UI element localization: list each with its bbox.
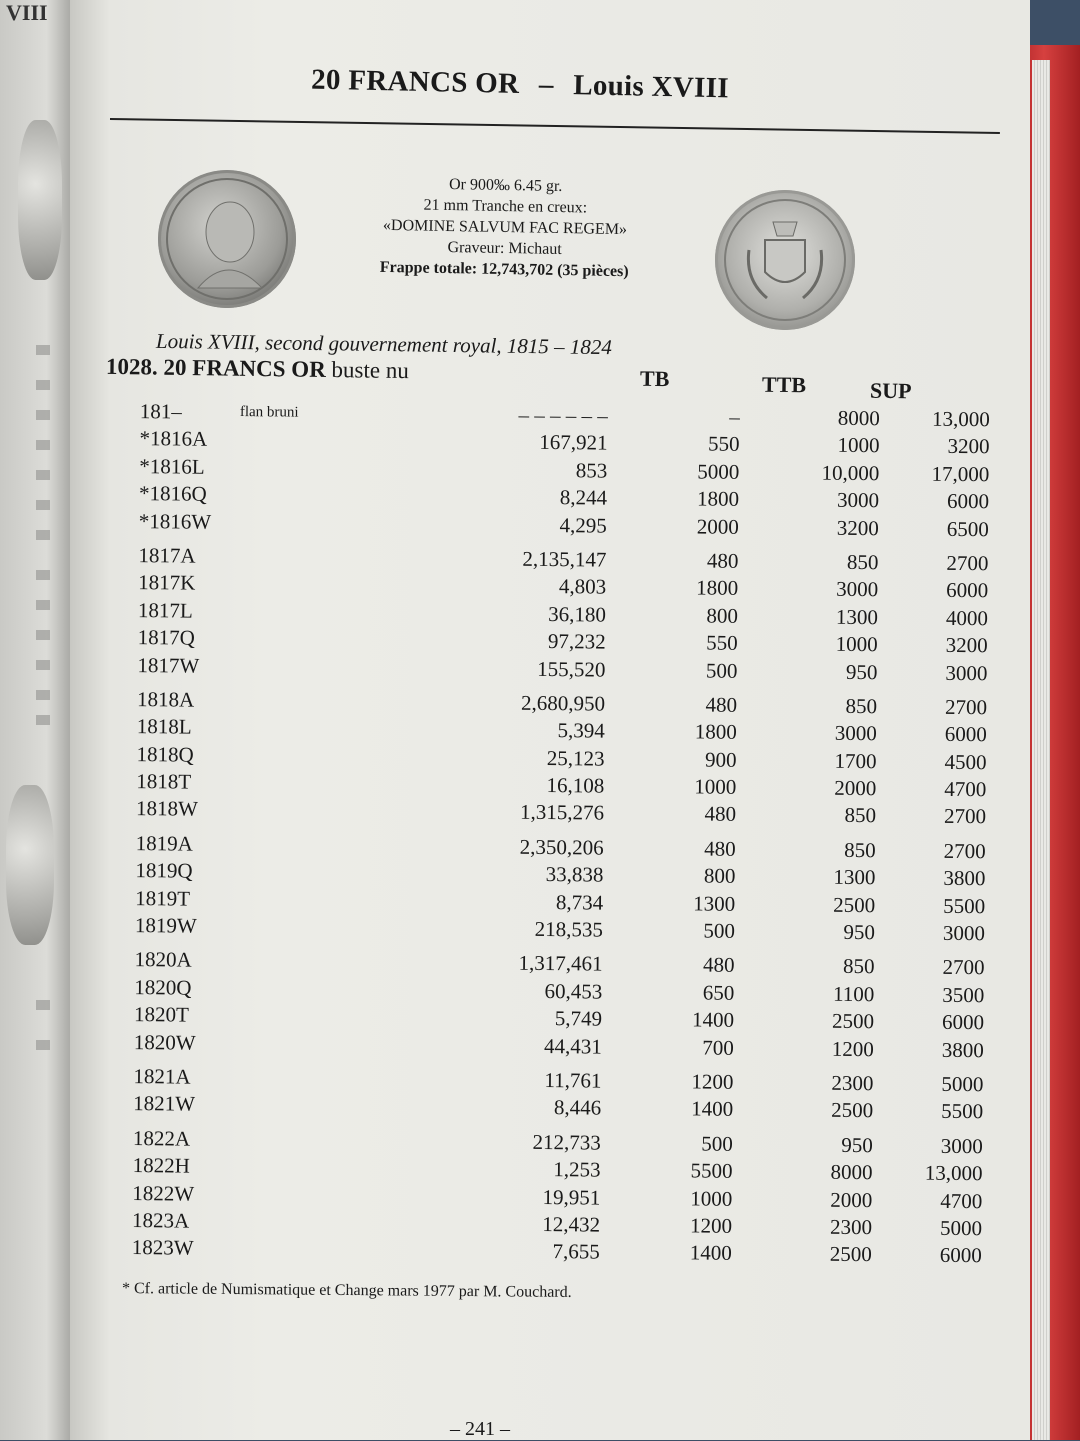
cell-tb: 1800 xyxy=(696,486,740,512)
cell-tb: 2000 xyxy=(696,514,739,539)
cell-ttb: 1000 xyxy=(835,631,878,657)
cell-ttb: 950 xyxy=(845,659,878,684)
cell-ttb: 3200 xyxy=(836,515,879,540)
cell-sup: 3500 xyxy=(942,982,985,1008)
column-header-ttb: TTB xyxy=(761,371,807,398)
cell-sup: 3200 xyxy=(945,632,988,658)
cell-tb: 800 xyxy=(703,863,736,889)
facing-page-mark xyxy=(36,440,50,450)
cell-ttb: 2300 xyxy=(829,1214,873,1240)
cell-ttb: 2000 xyxy=(834,775,877,801)
cell-sup: 4000 xyxy=(945,605,989,630)
cell-ttb: 1700 xyxy=(834,748,877,773)
cell-year: 1817L xyxy=(137,597,193,623)
facing-page-mark xyxy=(36,470,50,480)
column-header-tb: TB xyxy=(639,365,670,392)
cell-tb: 1000 xyxy=(694,774,737,799)
facing-page-mark xyxy=(36,570,50,580)
page-edges xyxy=(1032,60,1050,1440)
cell-ttb: 950 xyxy=(843,919,876,945)
cell-tb: 550 xyxy=(707,431,740,457)
cell-tb: 5000 xyxy=(697,459,740,484)
entry-name: 20 FRANCS OR xyxy=(163,354,326,382)
cell-sup: 3000 xyxy=(942,920,986,946)
cell-mintage: 8,244 xyxy=(559,485,608,510)
cell-sup: 2700 xyxy=(944,694,988,720)
cell-mintage: 33,838 xyxy=(545,862,604,887)
cell-year: *1816Q xyxy=(138,481,207,506)
cell-year: 1820Q xyxy=(134,974,192,1000)
cell-year: 1819A xyxy=(135,830,194,856)
cell-year: 1818W xyxy=(135,796,198,822)
cell-sup: 4700 xyxy=(944,776,987,802)
footnote: * Cf. article de Numismatique et Change mars 1977 par M. Couchard. xyxy=(121,1280,572,1301)
facing-page-coin-image xyxy=(18,120,62,280)
cell-sup: 2700 xyxy=(943,804,987,829)
cell-mintage: 44,431 xyxy=(543,1033,602,1059)
spec-engraver: Graveur: Michaut xyxy=(447,239,562,258)
cell-ttb: 3000 xyxy=(834,721,877,746)
cell-year: 1817Q xyxy=(137,625,195,650)
cell-mintage: 8,734 xyxy=(555,889,604,915)
facing-page-coin-image xyxy=(6,785,54,945)
cell-sup: 5000 xyxy=(941,1071,984,1097)
cell-year: 1821W xyxy=(133,1091,196,1117)
coin-specifications xyxy=(349,172,661,282)
cell-ttb: 2500 xyxy=(829,1242,872,1267)
cell-sup: 4500 xyxy=(944,749,987,774)
cell-mintage: 25,123 xyxy=(546,745,605,771)
cell-mintage: 36,180 xyxy=(548,601,607,627)
catalog-page xyxy=(70,0,1030,1440)
cell-sup: 6000 xyxy=(946,578,989,603)
cell-sup: 3200 xyxy=(947,434,990,459)
cell-ttb: 1000 xyxy=(837,433,880,458)
spec-edge: 21 mm Tranche en creux: xyxy=(423,196,588,217)
column-header-sup: SUP xyxy=(869,377,912,404)
cell-mintage: 8,446 xyxy=(553,1095,602,1120)
cell-mintage: 7,655 xyxy=(552,1239,600,1264)
entry-heading xyxy=(106,354,409,384)
cell-ttb: 3000 xyxy=(836,577,879,602)
cell-year: 1819Q xyxy=(135,858,193,883)
entry-number: 1028. xyxy=(105,353,158,380)
facing-page-mark xyxy=(36,410,50,420)
cell-mintage: 1,315,276 xyxy=(519,800,605,826)
cell-sup: 5500 xyxy=(941,1099,984,1124)
cell-year: 1822W xyxy=(132,1180,195,1206)
cell-tb: 480 xyxy=(706,548,739,573)
cell-mintage: 167,921 xyxy=(539,430,608,455)
cell-ttb: 2500 xyxy=(831,1008,875,1034)
cell-mintage: 4,803 xyxy=(558,574,607,599)
cell-year: 1823A xyxy=(131,1207,190,1233)
title-rule xyxy=(110,118,1000,134)
cell-mintage: 11,761 xyxy=(544,1067,602,1093)
cell-ttb: 2000 xyxy=(830,1187,873,1212)
cell-ttb: 850 xyxy=(844,837,876,863)
cell-mintage: 2,350,206 xyxy=(519,834,604,860)
cell-tb: 900 xyxy=(704,747,737,772)
cell-year: 1821A xyxy=(133,1064,191,1089)
cell-tb: 700 xyxy=(702,1035,734,1060)
cell-mintage: 5,749 xyxy=(554,1006,603,1031)
cell-ttb: 850 xyxy=(845,693,878,719)
cell-sup: 6500 xyxy=(946,516,989,541)
title-separator: – xyxy=(538,68,555,101)
cell-tb: 650 xyxy=(702,980,735,1005)
cell-mintage: 1,317,461 xyxy=(518,951,603,976)
cell-ttb: 1300 xyxy=(833,865,876,890)
cell-year: 181– xyxy=(139,399,182,424)
cell-mintage: 4,295 xyxy=(559,512,607,538)
cell-tb: 1000 xyxy=(690,1185,733,1211)
cell-year: 1822H xyxy=(132,1153,190,1178)
cell-sup: 3800 xyxy=(943,866,986,891)
cell-tb: – xyxy=(729,404,740,429)
cell-year: *1816A xyxy=(139,426,208,452)
cell-ttb: 850 xyxy=(844,803,877,828)
cell-mintage: 1,253 xyxy=(553,1157,601,1182)
facing-page-mark xyxy=(36,345,50,355)
cell-sup: 2700 xyxy=(946,550,989,576)
cell-ttb: 2300 xyxy=(831,1070,874,1096)
facing-page-mark xyxy=(36,380,50,390)
cell-sup: 5000 xyxy=(939,1215,983,1241)
spec-metal: Or 900‰ 6.45 gr. xyxy=(448,176,563,195)
cell-tb: 1800 xyxy=(696,575,739,601)
cell-tb: 800 xyxy=(706,603,739,628)
title-denomination: 20 FRANCS OR xyxy=(310,63,520,100)
cell-tb: 500 xyxy=(701,1131,733,1156)
cell-sup: 2700 xyxy=(942,955,985,980)
bust-icon xyxy=(158,170,296,308)
cell-mintage: 155,520 xyxy=(537,656,606,682)
cell-tb: 480 xyxy=(702,952,735,978)
cell-ttb: 850 xyxy=(846,549,879,575)
cell-tb: 1800 xyxy=(694,719,737,745)
facing-page-mark xyxy=(36,715,50,725)
facing-page-header: VIII xyxy=(6,0,48,25)
cell-year: 1817A xyxy=(138,543,196,568)
cell-year: 1819T xyxy=(135,885,191,911)
cell-mintage: 60,453 xyxy=(544,978,603,1004)
cell-sup: 13,000 xyxy=(924,1160,983,1186)
cell-year: 1820T xyxy=(133,1002,190,1027)
cell-year: 1820W xyxy=(133,1029,196,1055)
cell-mintage: 2,135,147 xyxy=(522,546,607,572)
cell-mintage: 853 xyxy=(575,458,608,483)
facing-page-mark xyxy=(36,500,50,510)
cell-year: 1817W xyxy=(137,652,200,678)
cell-sup: 4700 xyxy=(940,1188,983,1213)
cell-ttb: 8000 xyxy=(837,405,880,431)
cell-tb: 1400 xyxy=(691,1007,735,1033)
cell-mintage: 16,108 xyxy=(546,773,605,798)
cell-sup: 5500 xyxy=(943,893,986,918)
cell-mintage: 2,680,950 xyxy=(520,690,606,716)
cell-sup: 6000 xyxy=(944,722,987,747)
cell-note: flan bruni xyxy=(239,404,299,421)
cell-ttb: 850 xyxy=(842,954,875,979)
cell-mintage: 12,432 xyxy=(542,1211,601,1237)
cell-sup: 6000 xyxy=(939,1243,982,1268)
cell-ttb: 8000 xyxy=(830,1159,873,1185)
period-caption: Louis XVIII, second gouvernement royal, 1815 – 1824 xyxy=(155,328,613,360)
coin-obverse-image xyxy=(158,170,296,308)
cell-year: 1820A xyxy=(134,947,192,973)
cell-sup: 3000 xyxy=(945,660,988,685)
cell-ttb: 1100 xyxy=(832,981,875,1006)
cell-ttb: 950 xyxy=(841,1132,873,1157)
cell-sup: 13,000 xyxy=(931,406,990,432)
cell-sup: 3800 xyxy=(941,1037,984,1062)
cell-tb: 500 xyxy=(703,918,736,943)
cell-tb: 5500 xyxy=(690,1158,733,1183)
cell-mintage: 5,394 xyxy=(557,718,605,743)
cell-year: 1818L xyxy=(136,714,192,739)
page-number: – 241 – xyxy=(450,1418,510,1440)
cell-ttb: 2500 xyxy=(833,892,876,917)
cell-year: 1823W xyxy=(131,1235,194,1260)
cell-year: 1818A xyxy=(136,686,195,712)
cell-sup: 3000 xyxy=(940,1133,983,1158)
cell-ttb: 1300 xyxy=(835,604,879,629)
spec-legend: «DOMINE SALVUM FAC REGEM» xyxy=(382,216,628,239)
cell-year: *1816L xyxy=(139,453,205,479)
cell-mintage: 97,232 xyxy=(547,629,606,654)
facing-page xyxy=(0,0,78,1440)
cell-year: 1819W xyxy=(134,913,197,938)
cell-sup: 17,000 xyxy=(931,461,990,487)
title-ruler: Louis XVIII xyxy=(572,69,730,105)
cell-sup: 6000 xyxy=(946,489,990,514)
cell-year: 1817K xyxy=(138,570,196,595)
page-title xyxy=(70,59,970,111)
spec-mintage: Frappe totale: 12,743,702 (35 pièces) xyxy=(379,258,629,281)
cell-year: 1818Q xyxy=(136,741,194,767)
facing-page-mark xyxy=(36,1000,50,1010)
cell-year: 1822A xyxy=(132,1125,191,1151)
cell-tb: 1200 xyxy=(689,1213,733,1238)
entry-variant: buste nu xyxy=(331,357,410,384)
cell-ttb: 10,000 xyxy=(821,460,880,485)
cell-tb: 1200 xyxy=(691,1069,734,1094)
facing-page-mark xyxy=(36,530,50,540)
cell-mintage: 212,733 xyxy=(532,1129,601,1155)
facing-page-mark xyxy=(36,630,50,640)
cell-sup: 6000 xyxy=(941,1010,985,1035)
shield-icon xyxy=(715,190,855,330)
cell-tb: 1400 xyxy=(691,1096,734,1122)
coin-reverse-image xyxy=(715,190,855,330)
price-table xyxy=(122,398,990,1270)
cell-year: 1818T xyxy=(136,769,192,794)
facing-page-mark xyxy=(36,660,50,670)
cell-ttb: 3000 xyxy=(836,487,880,513)
cell-tb: 500 xyxy=(705,658,738,683)
cell-tb: 1300 xyxy=(693,891,736,916)
cell-ttb: 1200 xyxy=(831,1036,874,1061)
cell-mintage: 19,951 xyxy=(542,1184,601,1210)
facing-page-mark xyxy=(36,600,50,610)
cell-tb: 480 xyxy=(704,836,736,861)
cell-tb: 550 xyxy=(706,630,738,655)
facing-page-mark xyxy=(36,1040,50,1050)
cell-tb: 1400 xyxy=(689,1240,732,1266)
cell-mintage: 218,535 xyxy=(534,916,604,942)
cell-tb: 480 xyxy=(704,802,737,827)
cell-tb: 480 xyxy=(705,692,738,717)
cell-mintage: – – – – – – xyxy=(518,402,608,428)
cell-ttb: 2500 xyxy=(831,1098,874,1123)
facing-page-mark xyxy=(36,690,50,700)
cell-sup: 2700 xyxy=(943,838,986,864)
cell-year: *1816W xyxy=(138,508,212,534)
